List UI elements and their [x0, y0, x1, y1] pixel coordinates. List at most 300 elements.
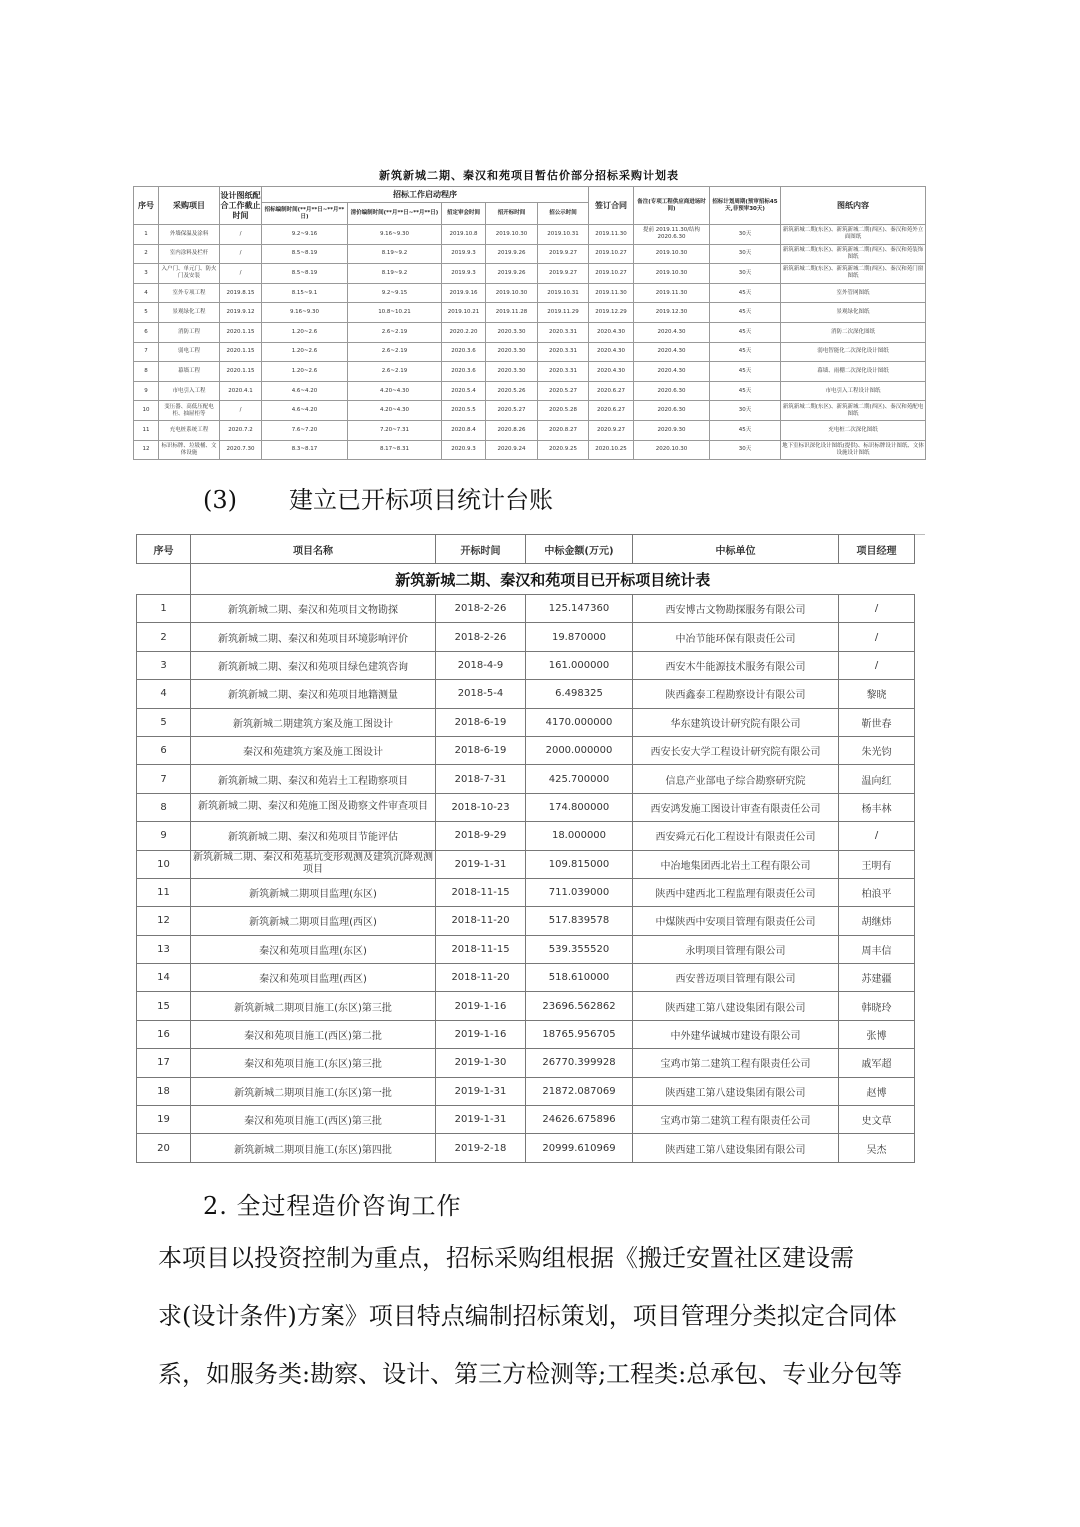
table-cell: 45天 — [710, 342, 781, 362]
table-cell: 陕西建工第八建设集团有限公司 — [633, 1077, 839, 1105]
table-cell: 5 — [137, 708, 191, 736]
table-cell: 2019-1-31 — [436, 850, 526, 878]
table-cell: 1 — [134, 225, 159, 245]
table-cell: 2019.9.27 — [538, 244, 589, 264]
table-cell: 2019-1-30 — [436, 1049, 526, 1077]
procurement-plan-table — [133, 166, 925, 460]
table-cell: 史文草 — [839, 1106, 915, 1134]
table-row — [134, 342, 926, 362]
table-cell: 2020.5.4 — [442, 381, 486, 401]
table-cell: 胡继炜 — [839, 907, 915, 935]
table-row — [137, 935, 915, 963]
table-cell: 2020.4.30 — [589, 342, 634, 362]
col-bid-open: 招开标时间 — [486, 203, 538, 225]
col-seq: 序号 — [137, 535, 191, 564]
table-cell: 张博 — [839, 1020, 915, 1048]
table-cell: 杨丰林 — [839, 793, 915, 821]
table-cell: 4 — [137, 680, 191, 708]
table-cell: 8 — [134, 362, 159, 382]
table-row — [134, 420, 926, 440]
table-cell: 柏浪平 — [839, 878, 915, 906]
table-cell: 4.6~4.20 — [262, 401, 348, 421]
table-cell: 8 — [137, 793, 191, 821]
stats-table-grid — [136, 534, 915, 1163]
table-cell: 2019-2-18 — [436, 1134, 526, 1162]
table-cell: 2020.4.1 — [220, 381, 262, 401]
table-cell: 20 — [137, 1134, 191, 1162]
table-cell: 2020.4.30 — [589, 322, 634, 342]
table-cell: 2020.9.3 — [442, 440, 486, 460]
table-cell: 2020.8.4 — [442, 420, 486, 440]
table-cell: 9 — [134, 381, 159, 401]
table-cell: 2019.9.3 — [442, 244, 486, 264]
table-cell: 新筑新城二期、秦汉和苑岩土工程勘察项目 — [191, 765, 436, 793]
table-cell: 朱光钧 — [839, 736, 915, 764]
table-cell: 2020.9.27 — [589, 420, 634, 440]
table-cell: 2020.2.20 — [442, 322, 486, 342]
col-seq: 序号 — [134, 187, 159, 225]
table-cell: 8.15~9.1 — [262, 283, 348, 303]
table-cell: 2019.9.27 — [538, 264, 589, 284]
table-cell: 8.17~8.31 — [348, 440, 442, 460]
table-cell: 2.6~2.19 — [348, 342, 442, 362]
table-row — [134, 440, 926, 460]
table-row — [137, 765, 915, 793]
table-cell: 14 — [137, 964, 191, 992]
table-row — [137, 708, 915, 736]
table-cell: 苏建疆 — [839, 964, 915, 992]
table-cell: 西安木牛能源技术服务有限公司 — [633, 651, 839, 679]
table-cell: 市电引入工程设计图纸 — [781, 381, 926, 401]
table-cell: 45天 — [710, 303, 781, 323]
table-cell: 2020.5.27 — [486, 401, 538, 421]
table-cell: 2020.4.30 — [589, 362, 634, 382]
table-cell: 8.19~9.2 — [348, 244, 442, 264]
table-cell: 2019.10.30 — [634, 264, 710, 284]
table-cell: 陕西中建西北工程监理有限责任公司 — [633, 878, 839, 906]
table-cell: 秦汉和苑项目监理(东区) — [191, 935, 436, 963]
table-row — [134, 362, 926, 382]
table-row — [137, 907, 915, 935]
table-cell: 2019-1-31 — [436, 1077, 526, 1105]
stats-title-spacer — [137, 564, 191, 595]
table-cell: 18 — [137, 1077, 191, 1105]
table-cell: 2020.3.31 — [538, 342, 589, 362]
table-cell: 新筑新城二期(东区)、新筑新城二期(西区)、秦汉和苑配电图纸 — [781, 401, 926, 421]
table-cell: 新筑新城二期、秦汉和苑项目节能评估 — [191, 822, 436, 850]
table-cell: 174.800000 — [526, 793, 633, 821]
table-row — [137, 793, 915, 821]
table-cell: 1.20~2.6 — [262, 322, 348, 342]
table-cell: 2020.10.30 — [634, 440, 710, 460]
table-cell: 16 — [137, 1020, 191, 1048]
table-cell: 中外建华诚城市建设有限公司 — [633, 1020, 839, 1048]
table-cell: 2018-6-19 — [436, 708, 526, 736]
table-cell: 7 — [137, 765, 191, 793]
table-cell: 2020.6.27 — [589, 381, 634, 401]
table-cell: 1.20~2.6 — [262, 362, 348, 382]
table-cell: 室外专项工程 — [159, 283, 220, 303]
table-cell: 永明项目管理有限公司 — [633, 935, 839, 963]
table-cell: 2.6~2.19 — [348, 322, 442, 342]
table-cell: 信息产业部电子综合勘察研究院 — [633, 765, 839, 793]
table-row — [137, 1020, 915, 1048]
table-cell: 2019.8.15 — [220, 283, 262, 303]
table-cell: 125.147360 — [526, 595, 633, 623]
table-cell: 宝鸡市第二建筑工程有限责任公司 — [633, 1106, 839, 1134]
col-contract: 签订合同 — [589, 187, 634, 225]
table-cell: 新筑新城二期、秦汉和苑项目文物勘探 — [191, 595, 436, 623]
table-cell: 新筑新城二期、秦汉和苑项目环境影响评价 — [191, 623, 436, 651]
table-cell: 2020.3.30 — [486, 362, 538, 382]
table-row — [137, 680, 915, 708]
table-cell: 2019.11.30 — [634, 283, 710, 303]
table-cell: 陕西鑫泰工程勘察设计有限公司 — [633, 680, 839, 708]
table-row — [137, 1077, 915, 1105]
col-drawing-deadline: 设计图纸配合工作截止时间 — [220, 187, 262, 225]
section-heading-3 — [203, 480, 553, 515]
table-cell: 2019-1-31 — [436, 1106, 526, 1134]
table-cell: 425.700000 — [526, 765, 633, 793]
table-cell: 2018-11-20 — [436, 907, 526, 935]
table-cell: 陕西建工第八建设集团有限公司 — [633, 1134, 839, 1162]
table-cell: 景观绿化图纸 — [781, 303, 926, 323]
table-row — [134, 264, 926, 284]
table-cell: 1 — [137, 595, 191, 623]
table-cell: 秦汉和苑项目监理(西区) — [191, 964, 436, 992]
table-cell: 新筑新城二期项目施工(东区)第三批 — [191, 992, 436, 1020]
table-cell: 中冶地集团西北岩土工程有限公司 — [633, 850, 839, 878]
table-cell: 2020.9.25 — [538, 440, 589, 460]
table-cell: 新筑新城二期(东区)、新筑新城二期(西区)、秦汉和苑门窗图纸 — [781, 264, 926, 284]
table-cell: 室外管网图纸 — [781, 283, 926, 303]
table-cell: 11 — [134, 420, 159, 440]
table-cell: 2020.10.25 — [589, 440, 634, 460]
table-cell: / — [839, 822, 915, 850]
table-cell: 2019.10.27 — [589, 244, 634, 264]
table-cell: 109.815000 — [526, 850, 633, 878]
section-number: (3) — [203, 486, 237, 514]
table-cell: 消防工程 — [159, 322, 220, 342]
table-row — [134, 381, 926, 401]
table-row — [137, 878, 915, 906]
table-cell: 2020.7.30 — [220, 440, 262, 460]
table-cell: 2019.10.8 — [442, 225, 486, 245]
table-cell: 2020.9.30 — [634, 420, 710, 440]
table-cell: 新筑新城二期(东区)、新筑新城二期(西区)、秦汉和苑外立面图纸 — [781, 225, 926, 245]
table-cell: 标识标牌、垃圾桶、文体设施 — [159, 440, 220, 460]
table-cell: 2020.3.31 — [538, 362, 589, 382]
table-cell: 中冶节能环保有限责任公司 — [633, 623, 839, 651]
table-cell: 新筑新城二期、秦汉和苑施工图及勘察文件审查项目 — [191, 793, 436, 821]
table-cell: 30天 — [710, 401, 781, 421]
table-cell: 新筑新城二期(东区)、新筑新城二期(西区)、秦汉和苑装饰图纸 — [781, 244, 926, 264]
table-cell: 室内涂料及栏杆 — [159, 244, 220, 264]
table-cell: 11 — [137, 878, 191, 906]
paragraph-line: 本项目以投资控制为重点，招标采购组根据《搬迁安置社区建设需 — [158, 1244, 854, 1272]
table-cell: 2019.12.30 — [634, 303, 710, 323]
table-cell: 45天 — [710, 283, 781, 303]
table-cell: 517.839578 — [526, 907, 633, 935]
table-cell: 提前 2019.11.30/结构2020.6.30 — [634, 225, 710, 245]
table-cell: 景观绿化工程 — [159, 303, 220, 323]
table-cell: 2018-7-31 — [436, 765, 526, 793]
table-cell: 2020.8.27 — [538, 420, 589, 440]
table-cell: 外墙保温及涂料 — [159, 225, 220, 245]
table-cell: 8.5~8.19 — [262, 264, 348, 284]
col-procedure-group: 招标工作启动程序 — [262, 187, 589, 203]
table-cell: 2018-6-19 — [436, 736, 526, 764]
table-cell: 4.20~4.30 — [348, 401, 442, 421]
table-cell: 入户门、单元门、防火门及安装 — [159, 264, 220, 284]
col-item: 采购项目 — [159, 187, 220, 225]
table-cell: 新筑新城二期、秦汉和苑项目地籍测量 — [191, 680, 436, 708]
table-cell: 3 — [137, 651, 191, 679]
section-title: 建立已开标项目统计台账 — [289, 486, 553, 514]
table-cell: / — [839, 623, 915, 651]
paragraph-line: 求(设计条件)方案》项目特点编制招标策划，项目管理分类拟定合同体 — [158, 1302, 897, 1330]
table-cell: 2020.1.15 — [220, 362, 262, 382]
table-cell: / — [220, 225, 262, 245]
table-cell: 2019.11.28 — [486, 303, 538, 323]
table-cell: 18.000000 — [526, 822, 633, 850]
table-cell: / — [220, 264, 262, 284]
table-row — [137, 1049, 915, 1077]
table-cell: 518.610000 — [526, 964, 633, 992]
table-cell: 新筑新城二期、秦汉和苑基坑变形观测及建筑沉降观测项目 — [191, 850, 436, 878]
table-cell: 19.870000 — [526, 623, 633, 651]
col-doc-prep: 招标编制时间(**月**日~**月**日) — [262, 203, 348, 225]
table-cell: 2020.3.6 — [442, 342, 486, 362]
table-cell: 20999.610969 — [526, 1134, 633, 1162]
table-cell: 2020.3.30 — [486, 322, 538, 342]
table-row — [134, 401, 926, 421]
table-cell: 戚军超 — [839, 1049, 915, 1077]
table-cell: 4.6~4.20 — [262, 381, 348, 401]
table-cell: 2020.4.30 — [634, 322, 710, 342]
table-cell: 45天 — [710, 362, 781, 382]
table-cell: 4170.000000 — [526, 708, 633, 736]
table-cell: / — [220, 244, 262, 264]
table-cell: 1.20~2.6 — [262, 342, 348, 362]
table-cell: 4 — [134, 283, 159, 303]
table-row — [137, 964, 915, 992]
table-cell: 30天 — [710, 440, 781, 460]
table-row — [137, 1106, 915, 1134]
table-cell: 变压器、高低压配电柜、抽屉柜等 — [159, 401, 220, 421]
table-cell: 2019.10.30 — [634, 244, 710, 264]
table-cell: 21872.087069 — [526, 1077, 633, 1105]
table-cell: 15 — [137, 992, 191, 1020]
col-drawing-content: 图纸内容 — [781, 187, 926, 225]
table-row — [134, 283, 926, 303]
table-cell: 2 — [137, 623, 191, 651]
table-cell: 新筑新城二期项目监理(东区) — [191, 878, 436, 906]
table-cell: 2019.10.27 — [589, 264, 634, 284]
table-cell: 10 — [134, 401, 159, 421]
table-cell: 2020.9.24 — [486, 440, 538, 460]
table-cell: 711.039000 — [526, 878, 633, 906]
col-award-amount: 中标金额(万元) — [526, 535, 633, 564]
table-row — [137, 992, 915, 1020]
table-cell: 地下室标识深化设计图纸(提供)、标识标牌设计图纸、文体设施设计图纸 — [781, 440, 926, 460]
table-cell: 华东建筑设计研究院有限公司 — [633, 708, 839, 736]
table-cell: 9.16~9.30 — [262, 303, 348, 323]
table-cell: 2020.6.30 — [634, 401, 710, 421]
col-publicity: 招公示时间 — [538, 203, 589, 225]
table-cell: 新筑新城二期、秦汉和苑项目绿色建筑咨询 — [191, 651, 436, 679]
table-cell: 17 — [137, 1049, 191, 1077]
table-cell: 幕墙工程 — [159, 362, 220, 382]
plan-table-title: 新筑新城二期、秦汉和苑项目暂估价部分招标采购计划表 — [379, 169, 679, 182]
table-cell: 弱电工程 — [159, 342, 220, 362]
table-cell: 2018-11-20 — [436, 964, 526, 992]
table-cell: 2018-5-4 — [436, 680, 526, 708]
table-row — [137, 651, 915, 679]
table-cell: 10.8~10.21 — [348, 303, 442, 323]
table-row — [137, 623, 915, 651]
table-cell: 2020.5.26 — [486, 381, 538, 401]
table-cell: 2019.10.30 — [486, 283, 538, 303]
table-cell: 2019.10.31 — [538, 283, 589, 303]
table-cell: 2020.4.30 — [634, 362, 710, 382]
table-cell: 2020.3.31 — [538, 322, 589, 342]
table-cell: 2019.10.21 — [442, 303, 486, 323]
table-row — [137, 595, 915, 623]
col-note: 备注(专项工程供应商进场时间) — [634, 187, 710, 225]
table-cell: 9.2~9.16 — [262, 225, 348, 245]
table-cell: 2019.11.30 — [589, 283, 634, 303]
table-cell: 2020.5.27 — [538, 381, 589, 401]
table-cell: 2019-1-16 — [436, 992, 526, 1020]
table-cell: 8.19~9.2 — [348, 264, 442, 284]
table-cell: 2020.7.2 — [220, 420, 262, 440]
table-cell: 2020.6.30 — [634, 381, 710, 401]
table-cell: 陕西建工第八建设集团有限公司 — [633, 992, 839, 1020]
table-cell: 2018-4-9 — [436, 651, 526, 679]
table-cell: 26770.399928 — [526, 1049, 633, 1077]
table-cell: 靳世春 — [839, 708, 915, 736]
table-cell: 539.355520 — [526, 935, 633, 963]
table-cell: 吴杰 — [839, 1134, 915, 1162]
table-cell: / — [839, 595, 915, 623]
table-cell: 2019.9.26 — [486, 264, 538, 284]
table-cell: 9 — [137, 822, 191, 850]
table-cell: 2019.12.29 — [589, 303, 634, 323]
table-cell: 6.498325 — [526, 680, 633, 708]
table-row — [134, 322, 926, 342]
table-cell: 7 — [134, 342, 159, 362]
table-cell: 3 — [134, 264, 159, 284]
table-cell: 2019.9.16 — [442, 283, 486, 303]
table-cell: 2020.3.6 — [442, 362, 486, 382]
table-cell: 幕墙、雨棚二次深化设计图纸 — [781, 362, 926, 382]
col-manager: 项目经理 — [839, 535, 915, 564]
table-cell: / — [220, 401, 262, 421]
col-winner: 中标单位 — [633, 535, 839, 564]
body-paragraph — [158, 1229, 928, 1403]
col-approval: 招定审会时间 — [442, 203, 486, 225]
table-cell: 4.20~4.30 — [348, 381, 442, 401]
table-cell: 新筑新城二期建筑方案及施工图设计 — [191, 708, 436, 736]
table-cell: 8.5~8.19 — [262, 244, 348, 264]
table-cell: 2020.6.27 — [589, 401, 634, 421]
table-cell: 2000.000000 — [526, 736, 633, 764]
table-cell: 6 — [134, 322, 159, 342]
table-cell: 宝鸡市第二建筑工程有限责任公司 — [633, 1049, 839, 1077]
table-cell: 王明有 — [839, 850, 915, 878]
table-cell: 9.16~9.30 — [348, 225, 442, 245]
table-row — [134, 225, 926, 245]
table-cell: 2018-2-26 — [436, 623, 526, 651]
table-cell: 新筑新城二期项目监理(西区) — [191, 907, 436, 935]
section-heading-2: 2. 全过程造价咨询工作 — [203, 1192, 462, 1220]
table-cell: 6 — [137, 736, 191, 764]
table-cell: 西安普迈项目管理有限公司 — [633, 964, 839, 992]
table-cell: 2018-11-15 — [436, 935, 526, 963]
table-cell: 2020.4.30 — [634, 342, 710, 362]
table-cell: 周丰信 — [839, 935, 915, 963]
table-cell: 7.6~7.20 — [262, 420, 348, 440]
table-cell: 黎晓 — [839, 680, 915, 708]
table-cell: 45天 — [710, 420, 781, 440]
table-cell: 2018-11-15 — [436, 878, 526, 906]
table-cell: 30天 — [710, 244, 781, 264]
table-cell: 西安博古文物勘探服务有限公司 — [633, 595, 839, 623]
table-cell: 2018-2-26 — [436, 595, 526, 623]
table-cell: 秦汉和苑项目施工(东区)第三批 — [191, 1049, 436, 1077]
table-cell: 2.6~2.19 — [348, 362, 442, 382]
table-cell: 新筑新城二期项目施工(东区)第四批 — [191, 1134, 436, 1162]
table-cell: 弱电智能化二次深化设计图纸 — [781, 342, 926, 362]
stats-table-title: 新筑新城二期、秦汉和苑项目已开标项目统计表 — [191, 564, 915, 595]
table-row — [137, 850, 915, 878]
table-row — [137, 736, 915, 764]
table-cell: 秦汉和苑项目施工(西区)第二批 — [191, 1020, 436, 1048]
table-cell: 充电桩系统工程 — [159, 420, 220, 440]
table-cell: 2020.8.26 — [486, 420, 538, 440]
table-cell: 2020.1.15 — [220, 322, 262, 342]
table-cell: 161.000000 — [526, 651, 633, 679]
table-cell: 2020.1.15 — [220, 342, 262, 362]
table-cell: 韩晓玲 — [839, 992, 915, 1020]
table-cell: 2019.11.30 — [589, 225, 634, 245]
table-cell: 19 — [137, 1106, 191, 1134]
table-cell: 12 — [134, 440, 159, 460]
table-cell: 温向红 — [839, 765, 915, 793]
table-cell: 2019.10.31 — [538, 225, 589, 245]
table-cell: 12 — [137, 907, 191, 935]
table-cell: 2019-1-16 — [436, 1020, 526, 1048]
table-row — [137, 822, 915, 850]
table-cell: 秦汉和苑项目施工(西区)第三批 — [191, 1106, 436, 1134]
table-cell: 45天 — [710, 322, 781, 342]
table-cell: 2020.3.30 — [486, 342, 538, 362]
table-cell: 30天 — [710, 264, 781, 284]
table-cell: 2019.9.3 — [442, 264, 486, 284]
paragraph-line: 系，如服务类:勘察、设计、第三方检测等;工程类:总承包、专业分包等 — [158, 1360, 903, 1388]
table-cell: 中煤陕西中安项目管理有限责任公司 — [633, 907, 839, 935]
table-cell: 5 — [134, 303, 159, 323]
col-plan-cycle: 招标计划周期(预审招标45天,非预审30天) — [710, 187, 781, 225]
table-cell: 2019.10.30 — [486, 225, 538, 245]
table-cell: 18765.956705 — [526, 1020, 633, 1048]
table-cell: 45天 — [710, 381, 781, 401]
table-cell: 23696.562862 — [526, 992, 633, 1020]
table-cell: 2018-9-29 — [436, 822, 526, 850]
table-cell: 2018-10-23 — [436, 793, 526, 821]
col-project-name: 项目名称 — [191, 535, 436, 564]
